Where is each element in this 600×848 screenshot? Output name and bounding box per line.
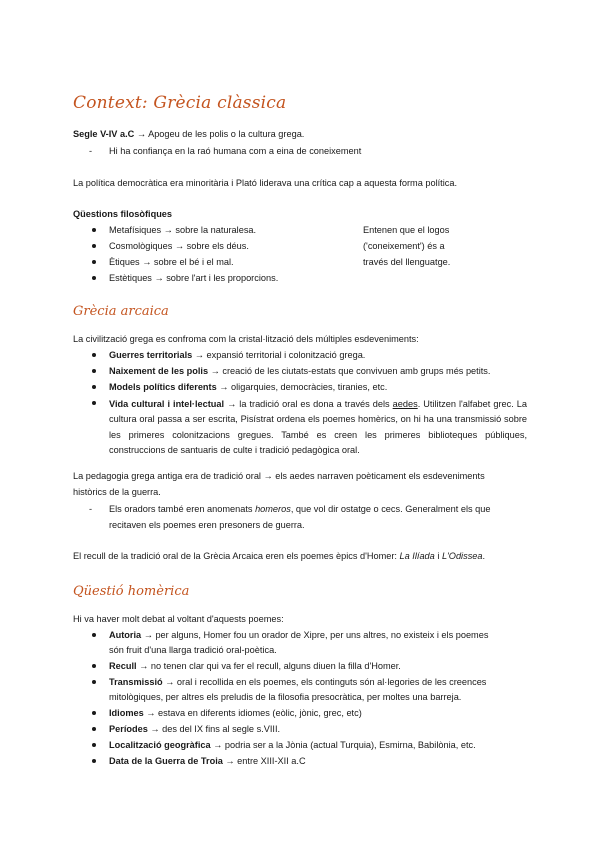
italic-title: La Ilíada [399,551,435,561]
bullet [92,260,96,264]
list-item [109,755,306,767]
item-rest: → creació de les ciutats-estats que convivuen amb grups més petits. [208,366,491,376]
list-item [109,723,280,735]
list-item [109,739,476,751]
item-rest: → podria ser a la Jònia (actual Turquia), Esmirna, Babilònia, etc. [210,740,476,750]
bullet [92,759,96,763]
underlined-term: aedes [392,399,418,409]
bullet [92,680,96,684]
italic-title: L'Odissea [441,551,483,561]
item-bold: Idiomes [109,708,144,718]
text-part: Els oradors també eren anomenats [109,504,256,514]
text-part: i [434,551,442,561]
list-item-paragraph [109,397,527,459]
lead-line [73,128,304,140]
item-bold: Localització geogràfica [109,740,211,750]
item-bold: Models polítics diferents [109,382,217,392]
lead-bold: Segle V-IV a.C [73,129,135,139]
item-rest: → estava en diferents idiomes (eòlic, jònic, grec, etc) [143,708,362,718]
item-bold: Guerres territorials [109,350,193,360]
bullet [92,743,96,747]
dash-text: Hi ha confiança en la raó humana com a eina de coneixement [109,146,362,156]
side-note-line: través del llenguatge. [363,257,451,267]
text-part: El recull de la tradició oral de la Grècia Arcaica eren els poemes èpics d'Homer: [73,551,400,561]
list-item [109,381,387,393]
list-item-continuation: mitològiques, per altres els preludis de la filosofia presocràtica, per moltes una barreja. [109,692,462,702]
list-item [109,660,401,672]
dash-marker: - [89,504,93,514]
item-rest: → per alguns, Homer fou un orador de Xipre, per uns altres, no existeix i els poemes [141,630,489,640]
item-bold: Recull [109,661,137,671]
side-note-line: ('coneixement') és a [363,241,445,251]
list-item: Estètiques → sobre l'art i les proporcions. [109,273,279,283]
lead-rest: → Apogeu de les polis o la cultura grega. [134,129,305,139]
list-item [109,365,490,377]
list-item: Cosmològiques → sobre els déus. [109,241,249,251]
bullet [92,711,96,715]
bullet [92,727,96,731]
list-item [109,707,362,719]
item-bold: Períodes [109,724,148,734]
item-text: → la tradició oral es dona a través dels [224,399,393,409]
bullet [92,353,96,357]
bullet [92,276,96,280]
item-rest: → entre XIII-XII a.C [222,756,306,766]
questions-heading: Qüestions filosòfiques [73,209,173,219]
bullet [92,633,96,637]
item-rest: → no tenen clar qui va fer el recull, alguns diuen la filla d'Homer. [136,661,401,671]
bullet [92,244,96,248]
section-heading-arcaica: Grècia arcaica [73,304,169,319]
item-bold: Data de la Guerra de Troia [109,756,223,766]
list-item [109,676,486,688]
item-text: . Utilitzen l'alfabet grec. La cultura oral passa a ser escrita, Pisístrat ordena els poemes homèrics, on hi ha una transmissió sobre les primeres colonitzacions gregues. També es creen les primeres biblioteques públiques, construccions de santuaris de culte i tradició pedagògica oral. [109,399,528,456]
bullet [92,385,96,389]
side-note-line: Entenen que el logos [363,225,450,235]
item-bold: Naixement de les polis [109,366,209,376]
item-bold: Vida cultural i intel·lectual [109,399,225,409]
list-item: Ètiques → sobre el bé i el mal. [109,257,234,267]
bullet [92,228,96,232]
text-part: , que vol dir ostatge o cecs. Generalment els que [290,504,491,514]
list-item: Metafísiques → sobre la naturalesa. [109,225,257,235]
paragraph: La política democràtica era minoritària i Plató liderava una crítica cap a aquesta forma política. [73,178,458,188]
list-item [109,349,365,361]
paragraph-line: La pedagogia grega antiga era de tradició oral → els aedes narraven poèticament els esdeveniments [73,471,485,481]
list-item-continuation: són fruit d'una llarga tradició oral-poètica. [109,645,277,655]
bullet [92,369,96,373]
italic-term: homeros [255,504,291,514]
dash-marker: - [89,146,93,156]
item-rest: → expansió territorial i colonització grega. [192,350,366,360]
dash-text: recitaven els poemes eren presoners de guerra. [109,520,305,530]
item-rest: → des del IX fins al segle s.VIII. [147,724,281,734]
dash-text [109,503,491,515]
bullet [92,401,96,405]
section-intro: Hi va haver molt debat al voltant d'aquests poemes: [73,614,284,624]
paragraph [73,550,485,562]
paragraph-line: històrics de la guerra. [73,487,161,497]
page-title: Context: Grècia clàssica [73,93,287,113]
item-rest: → oral i recollida en els poemes, els continguts són al·legories de les creences [162,677,487,687]
item-bold: Autoria [109,630,142,640]
text-part: . [482,551,486,561]
item-bold: Transmissió [109,677,163,687]
item-rest: → oligarquies, democràcies, tiranies, etc. [216,382,388,392]
bullet [92,664,96,668]
section-heading-homerica: Qüestió homèrica [73,584,190,599]
section-intro: La civilització grega es confroma com la cristal·lització dels múltiples esdeveniments: [73,334,419,344]
list-item [109,629,488,641]
